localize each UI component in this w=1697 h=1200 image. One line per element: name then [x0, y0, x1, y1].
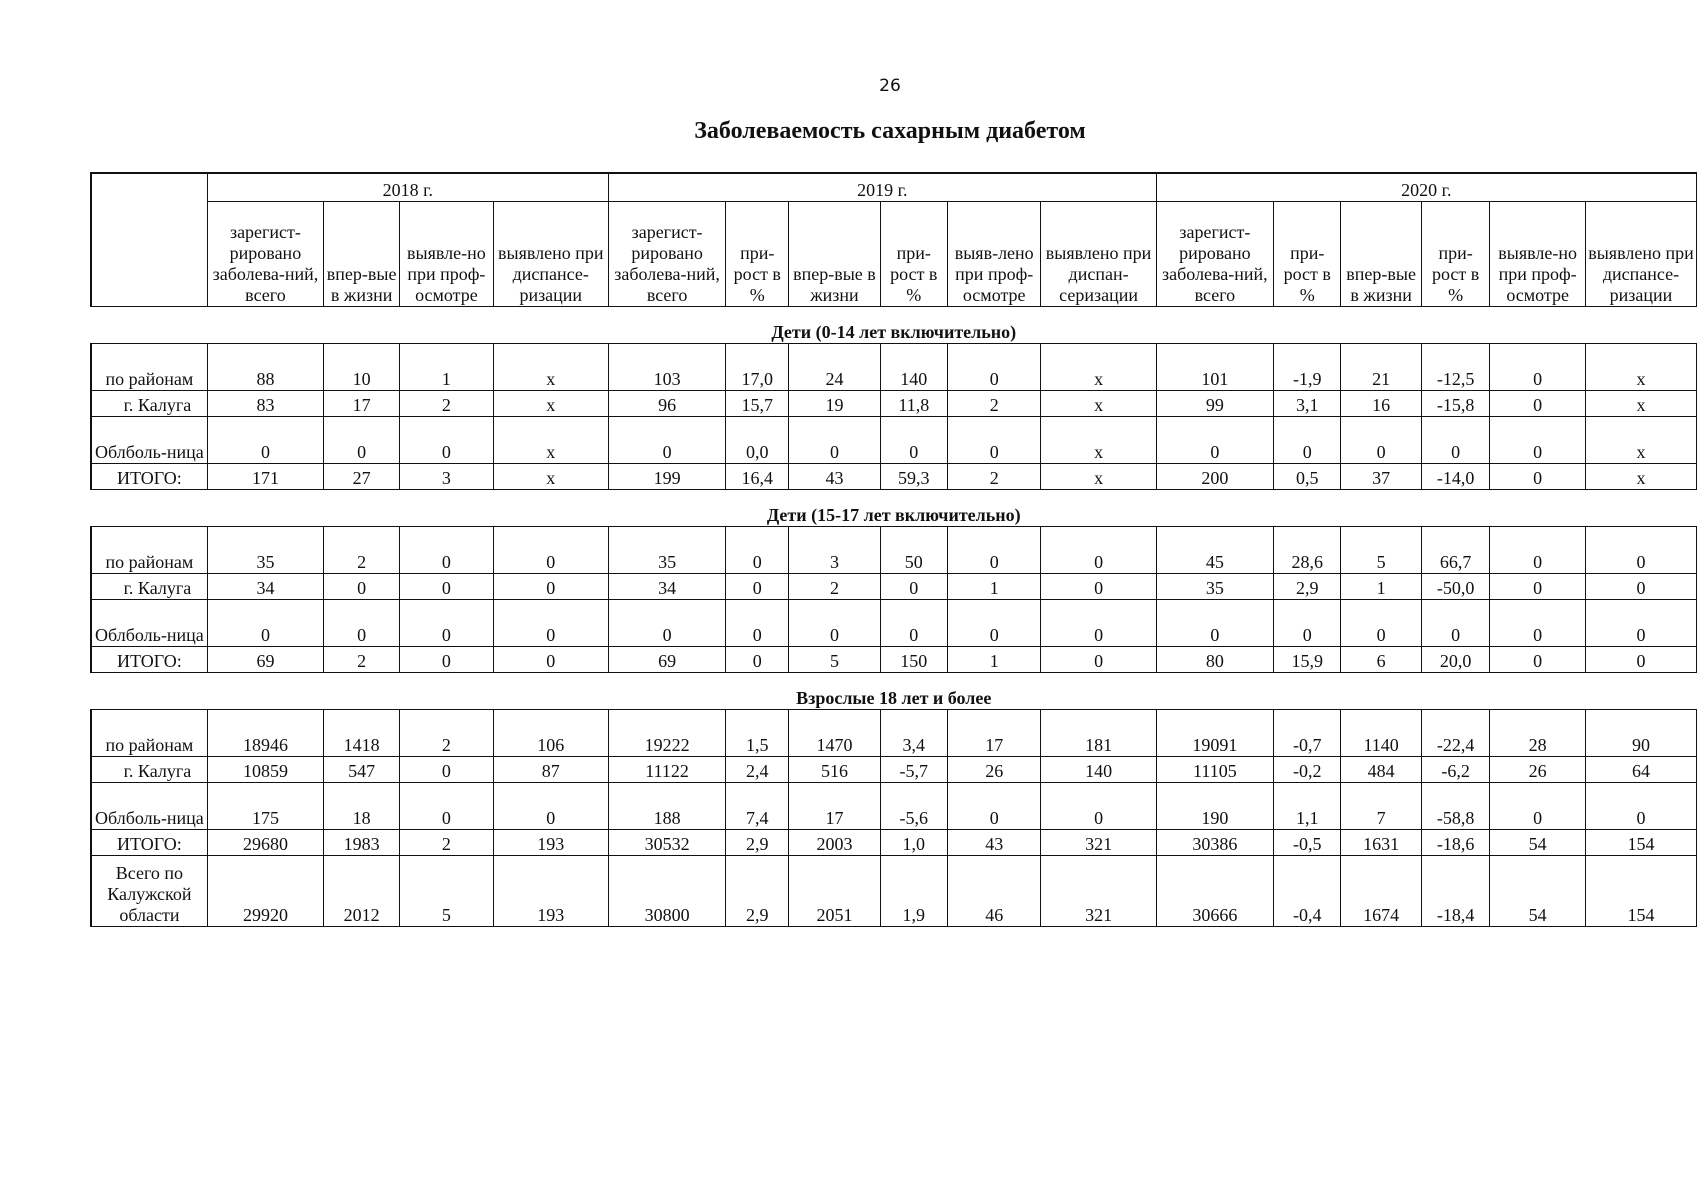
column-header: выяв-лено при проф-осмотре: [947, 202, 1040, 307]
row-label: Облболь-ница: [91, 417, 207, 464]
table-cell: 0: [1041, 527, 1156, 574]
table-cell: 46: [947, 856, 1040, 927]
table-cell: 19091: [1156, 710, 1273, 757]
table-cell: 484: [1341, 757, 1421, 783]
table-cell: 15,9: [1274, 647, 1341, 673]
table-cell: 1,1: [1274, 783, 1341, 830]
table-cell: 0: [1490, 574, 1586, 600]
table-cell: 17: [324, 391, 400, 417]
table-cell: 0: [726, 574, 789, 600]
table-cell: 2012: [324, 856, 400, 927]
table-row: [91, 647, 1697, 673]
table-cell: 21: [1341, 344, 1421, 391]
table-cell: 11122: [608, 757, 725, 783]
table-cell: 11105: [1156, 757, 1273, 783]
table-cell: 96: [608, 391, 725, 417]
table-cell: 20,0: [1421, 647, 1489, 673]
table-cell: 2,9: [726, 830, 789, 856]
row-label: по районам: [91, 527, 207, 574]
table-cell: 0: [726, 647, 789, 673]
table-cell: 0: [1274, 600, 1341, 647]
table-cell: 0: [400, 527, 493, 574]
table-cell: 34: [608, 574, 725, 600]
table-cell: 27: [324, 464, 400, 490]
table-cell: 1631: [1341, 830, 1421, 856]
table-cell: 17: [947, 710, 1040, 757]
table-cell: 28: [1490, 710, 1586, 757]
table-cell: 0: [1156, 600, 1273, 647]
table-cell: 190: [1156, 783, 1273, 830]
table-cell: -12,5: [1421, 344, 1489, 391]
table-cell: 0: [1490, 783, 1586, 830]
table-cell: 0: [1341, 600, 1421, 647]
table-cell: 0: [1274, 417, 1341, 464]
table-cell: 87: [493, 757, 608, 783]
table-cell: 3: [400, 464, 493, 490]
table-cell: 54: [1490, 830, 1586, 856]
table-row: [91, 710, 1697, 757]
table-cell: -6,2: [1421, 757, 1489, 783]
table-cell: 154: [1585, 830, 1696, 856]
table-cell: 43: [947, 830, 1040, 856]
table-cell: 18946: [207, 710, 323, 757]
table-cell: -14,0: [1421, 464, 1489, 490]
table-cell: 0: [1585, 600, 1696, 647]
table-cell: 0: [207, 600, 323, 647]
table-cell: 64: [1585, 757, 1696, 783]
table-cell: 99: [1156, 391, 1273, 417]
table-cell: 321: [1041, 830, 1156, 856]
table-cell: х: [1585, 344, 1696, 391]
table-cell: 11,8: [880, 391, 947, 417]
section-header-row: [91, 673, 1697, 710]
table-cell: 0: [324, 600, 400, 647]
year-header-row: [91, 173, 1697, 202]
table-cell: 0: [1490, 417, 1586, 464]
table-cell: 0: [1490, 391, 1586, 417]
table-cell: 43: [789, 464, 880, 490]
section-title: Дети (0-14 лет включительно): [91, 307, 1697, 344]
table-cell: 1,5: [726, 710, 789, 757]
table-row: [91, 830, 1697, 856]
table-cell: 0: [324, 574, 400, 600]
table-cell: 181: [1041, 710, 1156, 757]
section-title: Дети (15-17 лет включительно): [91, 490, 1697, 527]
row-label: Облболь-ница: [91, 600, 207, 647]
table-cell: 516: [789, 757, 880, 783]
table-cell: 7,4: [726, 783, 789, 830]
table-cell: 0: [493, 783, 608, 830]
table-cell: 0: [1341, 417, 1421, 464]
table-cell: 0: [726, 600, 789, 647]
table-cell: 0: [1490, 647, 1586, 673]
column-header: выявлено при диспансе-ризации: [493, 202, 608, 307]
table-cell: 0: [1156, 417, 1273, 464]
column-header: впер-вые в жизни: [324, 202, 400, 307]
column-header: впер-вые в жизни: [789, 202, 880, 307]
table-cell: 37: [1341, 464, 1421, 490]
table-cell: 54: [1490, 856, 1586, 927]
column-header: впер-вые в жизни: [1341, 202, 1421, 307]
table-cell: х: [493, 464, 608, 490]
section-header-row: [91, 307, 1697, 344]
table-cell: 35: [608, 527, 725, 574]
table-cell: 2,9: [1274, 574, 1341, 600]
column-header: выявлено при диспансе-ризации: [1585, 202, 1696, 307]
section-header-row: [91, 490, 1697, 527]
table-cell: 66,7: [1421, 527, 1489, 574]
table-cell: 0: [1421, 417, 1489, 464]
table-cell: 0: [1490, 464, 1586, 490]
table-cell: 19222: [608, 710, 725, 757]
table-cell: х: [493, 417, 608, 464]
table-cell: 16: [1341, 391, 1421, 417]
table-cell: х: [1041, 391, 1156, 417]
table-cell: 140: [880, 344, 947, 391]
table-cell: 0: [608, 417, 725, 464]
table-cell: 3,4: [880, 710, 947, 757]
table-cell: 0: [493, 600, 608, 647]
table-cell: 29920: [207, 856, 323, 927]
table-cell: 1140: [1341, 710, 1421, 757]
column-header-row: [91, 202, 1697, 307]
table-cell: х: [493, 391, 608, 417]
year-header-2020: 2020 г.: [1156, 173, 1696, 202]
column-header: при-рост в %: [726, 202, 789, 307]
table-cell: 1674: [1341, 856, 1421, 927]
table-cell: 0: [947, 527, 1040, 574]
table-cell: 1470: [789, 710, 880, 757]
table-cell: 0: [400, 757, 493, 783]
table-cell: 0: [1490, 344, 1586, 391]
table-cell: 0: [400, 647, 493, 673]
row-label: Облболь-ница: [91, 783, 207, 830]
table-cell: -22,4: [1421, 710, 1489, 757]
table-cell: 103: [608, 344, 725, 391]
row-label: г. Калуга: [91, 757, 207, 783]
table-row: [91, 464, 1697, 490]
table-cell: -50,0: [1421, 574, 1489, 600]
table-cell: 0: [400, 600, 493, 647]
table-cell: -0,5: [1274, 830, 1341, 856]
table-cell: 140: [1041, 757, 1156, 783]
table-cell: 16,4: [726, 464, 789, 490]
table-cell: 1: [1341, 574, 1421, 600]
table-cell: 321: [1041, 856, 1156, 927]
year-header-2018: 2018 г.: [207, 173, 608, 202]
table-cell: 0: [947, 783, 1040, 830]
table-cell: 19: [789, 391, 880, 417]
table-cell: 0: [1041, 783, 1156, 830]
table-row: [91, 600, 1697, 647]
table-cell: 547: [324, 757, 400, 783]
table-cell: х: [1041, 344, 1156, 391]
table-row: [91, 574, 1697, 600]
row-label: ИТОГО:: [91, 830, 207, 856]
table-cell: х: [493, 344, 608, 391]
table-cell: -58,8: [1421, 783, 1489, 830]
table-cell: 0: [1585, 574, 1696, 600]
table-cell: 0: [880, 574, 947, 600]
table-row: [91, 391, 1697, 417]
table-cell: 0: [1041, 600, 1156, 647]
table-cell: 0: [1041, 574, 1156, 600]
table-cell: 0: [789, 600, 880, 647]
table-cell: 0: [789, 417, 880, 464]
table-cell: 2: [400, 710, 493, 757]
column-header: выявле-но при проф-осмотре: [1490, 202, 1586, 307]
table-cell: 83: [207, 391, 323, 417]
table-cell: 0: [1490, 600, 1586, 647]
row-label: по районам: [91, 344, 207, 391]
table-cell: 0: [947, 344, 1040, 391]
row-label: г. Калуга: [91, 391, 207, 417]
table-cell: 1,9: [880, 856, 947, 927]
table-cell: 26: [947, 757, 1040, 783]
section-title: Взрослые 18 лет и более: [91, 673, 1697, 710]
table-cell: 2,9: [726, 856, 789, 927]
table-cell: -0,4: [1274, 856, 1341, 927]
row-label: по районам: [91, 710, 207, 757]
table-cell: 30800: [608, 856, 725, 927]
table-cell: х: [1041, 417, 1156, 464]
column-header: зарегист-рировано заболева-ний, всего: [207, 202, 323, 307]
table-cell: 30386: [1156, 830, 1273, 856]
table-cell: 171: [207, 464, 323, 490]
table-cell: -0,2: [1274, 757, 1341, 783]
table-cell: 0,0: [726, 417, 789, 464]
column-header: выявле-но при проф-осмотре: [400, 202, 493, 307]
table-cell: 0: [880, 417, 947, 464]
table-cell: 5: [1341, 527, 1421, 574]
table-cell: 175: [207, 783, 323, 830]
table-cell: х: [1585, 464, 1696, 490]
table-cell: 59,3: [880, 464, 947, 490]
table-cell: 30532: [608, 830, 725, 856]
table-row: [91, 783, 1697, 830]
table-cell: 80: [1156, 647, 1273, 673]
table-cell: 1983: [324, 830, 400, 856]
year-header-2019: 2019 г.: [608, 173, 1156, 202]
table-cell: 0: [1421, 600, 1489, 647]
table-cell: 2051: [789, 856, 880, 927]
table-cell: 0: [400, 783, 493, 830]
table-cell: 0: [608, 600, 725, 647]
table-cell: 0: [493, 574, 608, 600]
table-cell: 88: [207, 344, 323, 391]
table-cell: 150: [880, 647, 947, 673]
table-cell: 24: [789, 344, 880, 391]
table-cell: 0: [207, 417, 323, 464]
table-row: [91, 527, 1697, 574]
table-cell: 0: [880, 600, 947, 647]
table-cell: 5: [400, 856, 493, 927]
row-label: ИТОГО:: [91, 464, 207, 490]
table-cell: 106: [493, 710, 608, 757]
table-cell: 1: [947, 647, 1040, 673]
table-cell: -18,6: [1421, 830, 1489, 856]
table-cell: 1: [400, 344, 493, 391]
table-cell: -0,7: [1274, 710, 1341, 757]
table-cell: 29680: [207, 830, 323, 856]
table-cell: х: [1585, 391, 1696, 417]
table-cell: 17: [789, 783, 880, 830]
table-cell: 35: [207, 527, 323, 574]
table-cell: -18,4: [1421, 856, 1489, 927]
table-cell: 90: [1585, 710, 1696, 757]
table-cell: 0: [400, 417, 493, 464]
table-cell: 0: [1585, 527, 1696, 574]
table-cell: 154: [1585, 856, 1696, 927]
table-row: [91, 344, 1697, 391]
table-cell: 0: [1490, 527, 1586, 574]
diabetes-incidence-table: [90, 172, 1697, 927]
table-cell: -5,7: [880, 757, 947, 783]
table-cell: 2: [789, 574, 880, 600]
row-label: г. Калуга: [91, 574, 207, 600]
table-cell: 193: [493, 830, 608, 856]
column-header: при-рост в %: [1274, 202, 1341, 307]
row-label: ИТОГО:: [91, 647, 207, 673]
table-cell: 0: [1585, 783, 1696, 830]
table-cell: 0: [493, 647, 608, 673]
table-cell: -1,9: [1274, 344, 1341, 391]
page-number: 26: [879, 76, 901, 96]
table-cell: 30666: [1156, 856, 1273, 927]
table-cell: 0,5: [1274, 464, 1341, 490]
table-cell: 0: [400, 574, 493, 600]
column-header: зарегист-рировано заболева-ний, всего: [1156, 202, 1273, 307]
table-cell: 2: [947, 464, 1040, 490]
table-cell: 5: [789, 647, 880, 673]
table-cell: 35: [1156, 574, 1273, 600]
table-cell: 7: [1341, 783, 1421, 830]
table-cell: 18: [324, 783, 400, 830]
table-cell: 3,1: [1274, 391, 1341, 417]
table-cell: х: [1585, 417, 1696, 464]
table-cell: 2: [400, 830, 493, 856]
table-cell: 28,6: [1274, 527, 1341, 574]
corner-cell: [91, 173, 207, 307]
column-header: при-рост в %: [1421, 202, 1489, 307]
table-cell: 1,0: [880, 830, 947, 856]
table-cell: 69: [608, 647, 725, 673]
table-row: [91, 417, 1697, 464]
table-row: [91, 757, 1697, 783]
table-cell: 0: [947, 600, 1040, 647]
column-header: зарегист-рировано заболева-ний, всего: [608, 202, 725, 307]
table-cell: 200: [1156, 464, 1273, 490]
table-cell: -5,6: [880, 783, 947, 830]
table-cell: 2: [947, 391, 1040, 417]
table-cell: 0: [1041, 647, 1156, 673]
table-cell: 199: [608, 464, 725, 490]
table-cell: 193: [493, 856, 608, 927]
table-row: [91, 856, 1697, 927]
table-cell: 3: [789, 527, 880, 574]
table-cell: 0: [324, 417, 400, 464]
table-cell: х: [1041, 464, 1156, 490]
table-cell: 2,4: [726, 757, 789, 783]
table-cell: 50: [880, 527, 947, 574]
table-cell: 17,0: [726, 344, 789, 391]
document-title: Заболеваемость сахарным диабетом: [694, 118, 1086, 144]
table-cell: 2: [324, 527, 400, 574]
table-cell: 0: [947, 417, 1040, 464]
table-cell: 0: [493, 527, 608, 574]
table-cell: 6: [1341, 647, 1421, 673]
table-cell: 1: [947, 574, 1040, 600]
table-cell: 26: [1490, 757, 1586, 783]
table-cell: 45: [1156, 527, 1273, 574]
table-cell: 15,7: [726, 391, 789, 417]
table-cell: 34: [207, 574, 323, 600]
column-header: выявлено при диспан-серизации: [1041, 202, 1156, 307]
table-cell: -15,8: [1421, 391, 1489, 417]
table-cell: 2: [324, 647, 400, 673]
table-cell: 188: [608, 783, 725, 830]
table-cell: 101: [1156, 344, 1273, 391]
column-header: при-рост в %: [880, 202, 947, 307]
row-label: Всего по Калужской области: [91, 856, 207, 927]
table-cell: 0: [1585, 647, 1696, 673]
table-cell: 10: [324, 344, 400, 391]
table-cell: 2: [400, 391, 493, 417]
table-cell: 0: [726, 527, 789, 574]
table-cell: 2003: [789, 830, 880, 856]
table-cell: 1418: [324, 710, 400, 757]
table-cell: 10859: [207, 757, 323, 783]
table-cell: 69: [207, 647, 323, 673]
